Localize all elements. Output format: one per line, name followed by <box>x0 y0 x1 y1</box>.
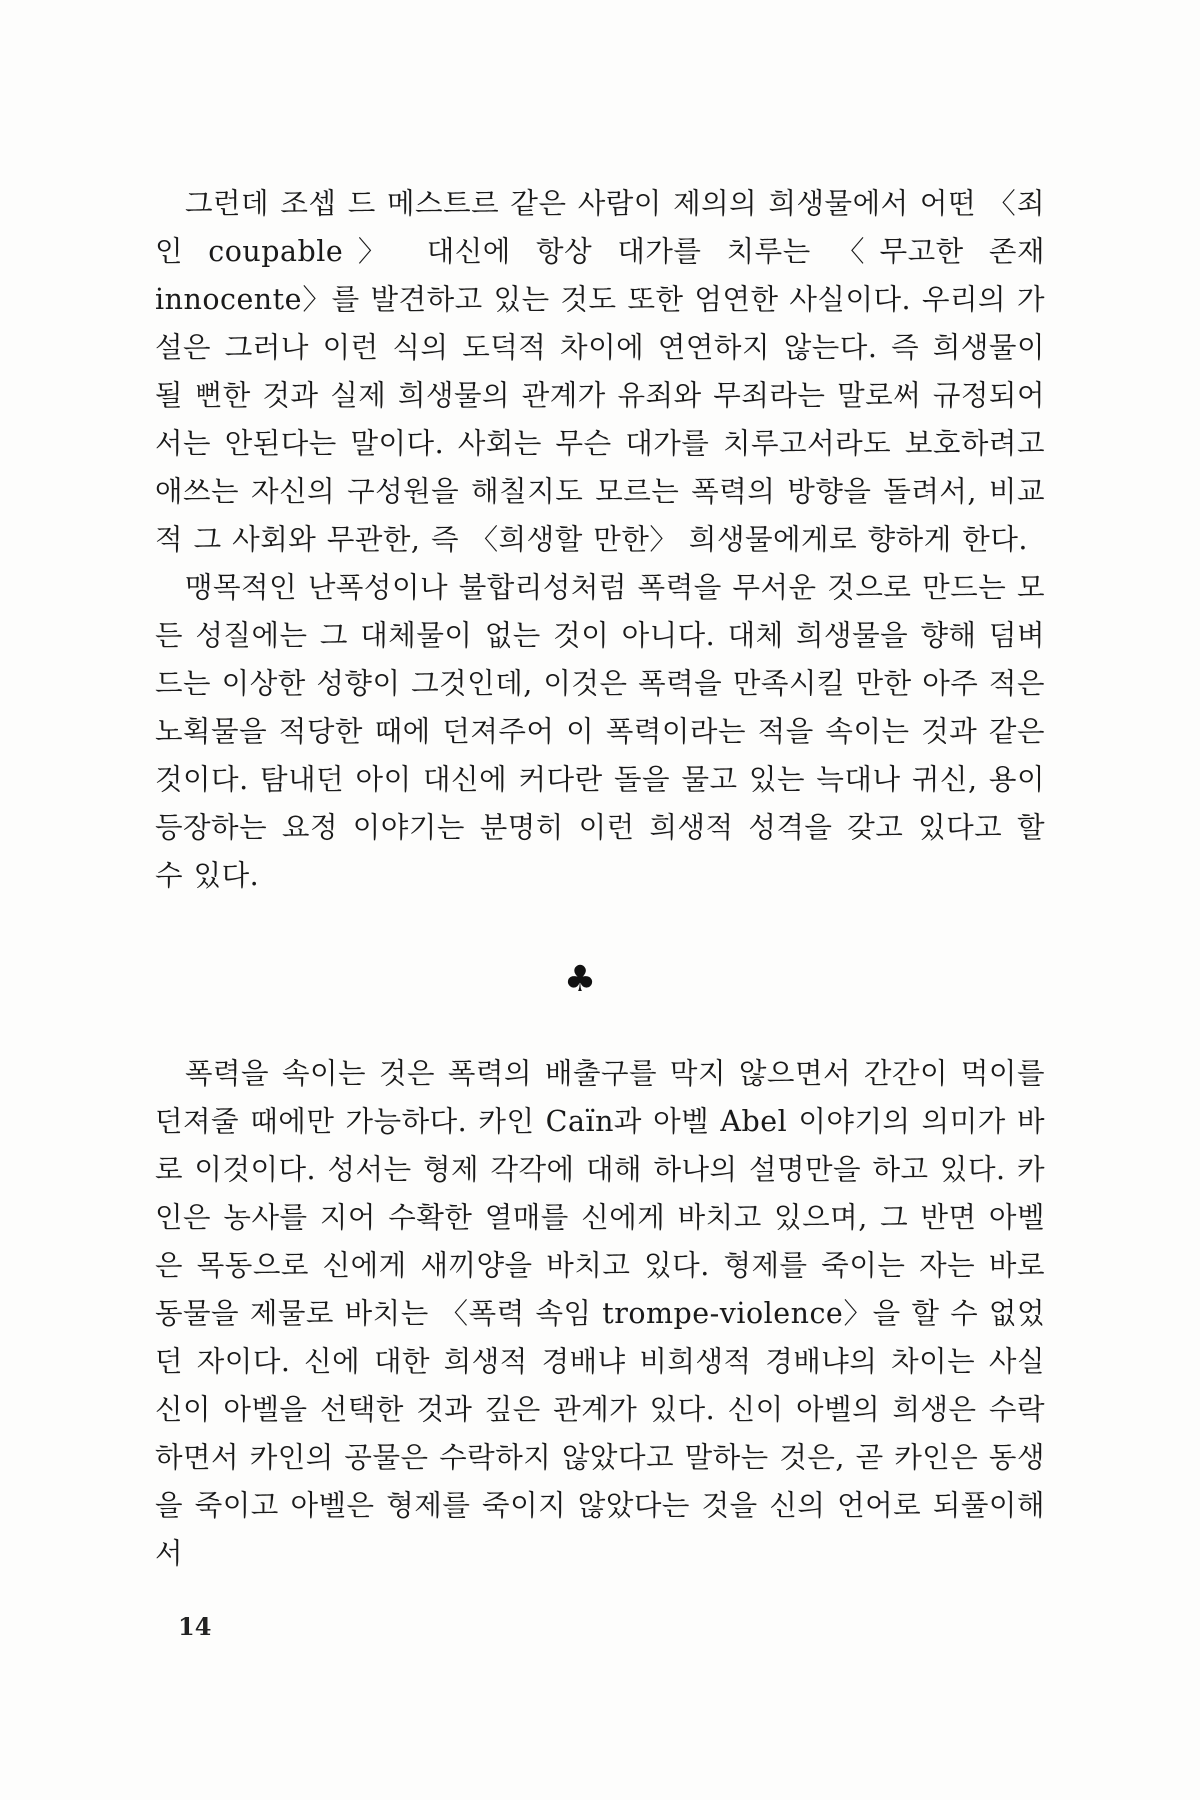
section-1-text <box>155 180 1045 900</box>
section-2-text <box>155 1050 1045 1578</box>
paragraph: 맹목적인 난폭성이나 불합리성처럼 폭력을 무서운 것으로 만드는 모든 성질에는 그 대체물이 없는 것이 아니다. 대체 희생물을 향해 덤벼드는 이상한 성향이 그것인데, 이것은 폭력을 만족시킬 만한 아주 적은 노획물을 적당한 때에 던져주어 이 폭력이라는 적을 속이는 것과 같은 것이다. 탐내던 아이 대신에 커다란 돌을 물고 있는 늑대나 귀신, 용이 등장하는 요정 이야기는 분명히 이런 희생적 성격을 갖고 있다고 할 수 있다. <box>155 571 1045 892</box>
page-number: 14 <box>178 1612 212 1641</box>
paragraph: 그런데 조셉 드 메스트르 같은 사람이 제의의 희생물에서 어떤 〈죄인 coupable〉 대신에 항상 대가를 치루는 〈무고한 존재 innocente〉를 발견하고 있는 것도 또한 엄연한 사실이다. 우리의 가설은 그러나 이런 식의 도덕적 차이에 연연하지 않는다. 즉 희생물이 될 뻔한 것과 실제 희생물의 관계가 유죄와 무죄라는 말로써 규정되어서는 안된다는 말이다. 사회는 무슨 대가를 치루고서라도 보호하려고 애쓰는 자신의 구성원을 해칠지도 모르는 폭력의 방향을 돌려서, 비교적 그 사회와 무관한, 즉 〈희생할 만한〉 희생물에게로 향하게 한다. <box>155 187 1045 556</box>
paragraph: 폭력을 속이는 것은 폭력의 배출구를 막지 않으면서 간간이 먹이를 던져줄 때에만 가능하다. 카인 Caïn과 아벨 Abel 이야기의 의미가 바로 이것이다. 성서는 형제 각각에 대해 하나의 설명만을 하고 있다. 카인은 농사를 지어 수확한 열매를 신에게 바치고 있으며, 그 반면 아벨은 목동으로 신에게 새끼양을 바치고 있다. 형제를 죽이는 자는 바로 동물을 제물로 바치는 〈폭력 속임 trompe-violence〉을 할 수 없었던 자이다. 신에 대한 희생적 경배냐 비희생적 경배냐의 차이는 사실 신이 아벨을 선택한 것과 깊은 관계가 있다. 신이 아벨의 희생은 수락하면서 카인의 공물은 수락하지 않았다고 말하는 것은, 곧 카인은 동생을 죽이고 아벨은 형제를 죽이지 않았다는 것을 신의 언어로 되풀이해서 <box>155 1057 1045 1570</box>
club-ornament-icon: ♣ <box>563 959 597 1000</box>
